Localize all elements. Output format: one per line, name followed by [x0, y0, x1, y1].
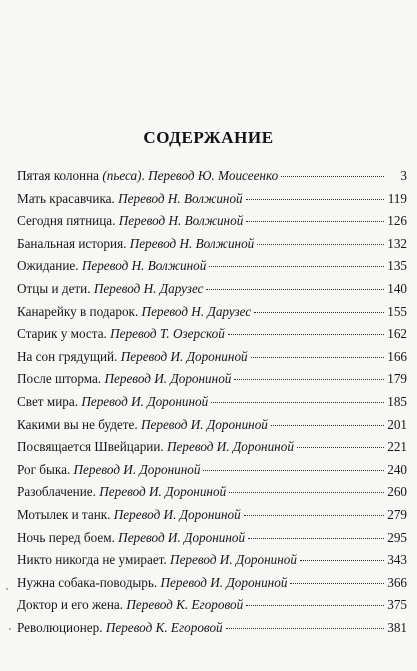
entry-translator: Перевод Н. Волжиной — [129, 235, 255, 251]
entry-work-title: Ожидание. — [17, 258, 79, 274]
entry-translator: Перевод И. Дорониной — [120, 348, 248, 364]
entry-title — [17, 188, 243, 211]
dot-leader — [246, 199, 384, 200]
toc-entry — [17, 368, 407, 391]
entry-translator: Перевод К. Егоровой — [126, 597, 244, 613]
entry-work-title: Какими вы не будете. — [17, 416, 138, 432]
entry-page-number: 179 — [387, 371, 407, 387]
toc-entry — [17, 323, 407, 346]
toc-entry — [17, 210, 407, 233]
toc-entry — [17, 549, 407, 572]
entry-translator: Перевод К. Егоровой — [105, 619, 223, 635]
entry-work-title: Мотылек и танк. — [17, 506, 111, 522]
entry-translator: Перевод И. Дорониной — [140, 416, 268, 432]
entry-translator: Перевод И. Дорониной — [118, 529, 246, 545]
entry-work-title: После шторма. — [17, 371, 102, 387]
entry-work-title: Свет мира. — [17, 393, 79, 409]
entry-translator: Перевод И. Дорониной — [170, 552, 297, 568]
toc-entry — [17, 346, 407, 369]
dot-leader — [290, 583, 384, 584]
entry-page-number: 126 — [387, 213, 407, 229]
toc-entry — [17, 594, 407, 617]
entry-page-number: 221 — [387, 439, 407, 455]
paper-speck — [9, 628, 11, 630]
entry-work-title: Революционер. — [17, 619, 103, 635]
dot-leader — [271, 425, 384, 426]
entry-translator: Перевод Н. Волжиной — [118, 190, 243, 206]
entry-page-number: 366 — [387, 574, 407, 590]
entry-title — [17, 549, 297, 572]
entry-title — [17, 391, 208, 414]
entry-page-number: 162 — [387, 326, 407, 342]
entry-work-title: Рог быка. — [17, 461, 71, 477]
entry-translator: Перевод И. Дорониной — [99, 484, 227, 500]
toc-entry — [17, 391, 407, 414]
entry-translator: Перевод Н. Дарузес — [141, 303, 252, 319]
dot-leader — [246, 605, 384, 606]
entry-work-title: На сон грядущий. — [17, 348, 118, 364]
entry-translator: Перевод Т. Озерской — [110, 326, 225, 342]
dot-leader — [228, 334, 384, 335]
entry-page-number: 166 — [387, 348, 407, 364]
entry-translator: Перевод И. Дорониной — [167, 439, 294, 455]
entry-title — [17, 323, 225, 346]
entry-page-number: 375 — [387, 597, 407, 613]
entry-title — [17, 278, 203, 301]
toc-entry — [17, 481, 407, 504]
toc-heading: СОДЕРЖАНИЕ — [143, 128, 274, 147]
entry-title — [17, 368, 231, 391]
entry-title — [17, 301, 251, 324]
entry-translator: Перевод Н. Волжиной — [118, 213, 244, 229]
entry-work-title: Разоблачение. — [17, 484, 96, 500]
dot-leader — [206, 289, 384, 290]
entry-page-number: 185 — [387, 393, 407, 409]
dot-leader — [257, 244, 384, 245]
entry-translator: Перевод И. Дорониной — [104, 371, 232, 387]
entry-translator: Перевод И. Дорониной — [73, 461, 201, 477]
entry-work-title: Отцы и дети. — [17, 280, 91, 296]
entry-page-number: 381 — [387, 619, 407, 635]
toc-entry — [17, 527, 407, 550]
entry-page-number: 260 — [387, 484, 407, 500]
toc-entry — [17, 436, 407, 459]
entry-page-number: 343 — [387, 552, 407, 568]
entry-title — [17, 414, 268, 437]
entry-title — [17, 233, 254, 256]
entry-genre: (пьеса) — [102, 168, 142, 183]
entry-title — [17, 346, 248, 369]
dot-leader — [234, 379, 384, 380]
entry-translator: Перевод Н. Волжиной — [81, 258, 207, 274]
entry-work-title: Доктор и его жена. — [17, 597, 124, 613]
toc-entry — [17, 188, 407, 211]
dot-leader — [209, 266, 384, 267]
entry-title — [17, 210, 243, 233]
dot-leader — [254, 312, 384, 313]
toc-entry — [17, 617, 407, 640]
entry-work-title: Ночь перед боем. — [17, 529, 115, 545]
toc-entry — [17, 414, 407, 437]
entry-translator: Перевод Ю. Моисеенко — [148, 168, 279, 183]
entry-page-number: 155 — [387, 303, 407, 319]
dot-leader — [248, 538, 384, 539]
dot-leader — [229, 492, 384, 493]
entry-work-title: Канарейку в подарок. — [17, 303, 139, 319]
toc-entry — [17, 278, 407, 301]
entry-page-number: 295 — [387, 529, 407, 545]
dot-leader — [226, 628, 384, 629]
toc-entry — [17, 165, 407, 188]
entry-translator: Перевод И. Дорониной — [160, 574, 288, 590]
entry-work-title: Нужна собака-поводырь. — [17, 574, 158, 590]
entry-translator: Перевод И. Дорониной — [113, 506, 241, 522]
entry-translator: Перевод Н. Дарузес — [93, 280, 204, 296]
entry-title — [17, 481, 226, 504]
entry-title — [17, 617, 223, 640]
dot-leader — [297, 447, 384, 448]
entry-work-title: Посвящается Швейцарии. — [17, 439, 164, 455]
entry-work-title: Банальная история. — [17, 235, 127, 251]
toc-list — [17, 165, 407, 639]
entry-work-title: Мать красавчика. — [17, 190, 115, 206]
toc-entry — [17, 572, 407, 595]
entry-title: Пятая колонна (пьеса). Перевод Ю. Моисеенко — [17, 168, 279, 183]
dot-leader — [246, 221, 384, 222]
paper-speck — [6, 588, 8, 590]
entry-page-number: 3 — [400, 168, 407, 183]
entry-page-number: 119 — [387, 190, 407, 206]
entry-work-title: Никто никогда не умирает. — [17, 552, 167, 568]
entry-page-number: 240 — [387, 461, 407, 477]
entry-page-number: 279 — [387, 506, 407, 522]
entry-title — [17, 459, 200, 482]
dot-leader — [281, 176, 384, 177]
entry-page-number: 140 — [387, 280, 407, 296]
entry-page-number: 135 — [387, 258, 407, 274]
dot-leader — [300, 560, 384, 561]
dot-leader — [244, 515, 384, 516]
entry-title — [17, 255, 206, 278]
toc-entry — [17, 233, 407, 256]
dot-leader — [203, 470, 384, 471]
entry-title — [17, 594, 243, 617]
entry-page-number: 201 — [387, 416, 407, 432]
entry-page-number: 132 — [387, 235, 407, 251]
toc-entry — [17, 504, 407, 527]
toc-entry — [17, 255, 407, 278]
entry-title — [17, 527, 245, 550]
toc-entry — [17, 301, 407, 324]
entry-translator: Перевод И. Дорониной — [81, 393, 209, 409]
dot-leader — [251, 357, 384, 358]
entry-title — [17, 504, 241, 527]
dot-leader — [211, 402, 384, 403]
entry-title — [17, 436, 294, 459]
entry-title — [17, 572, 287, 595]
entry-work-title: Сегодня пятница. — [17, 213, 116, 229]
entry-work-title: Пятая колонна — [17, 168, 100, 183]
toc-entry — [17, 459, 407, 482]
entry-work-title: Старик у моста. — [17, 326, 107, 342]
